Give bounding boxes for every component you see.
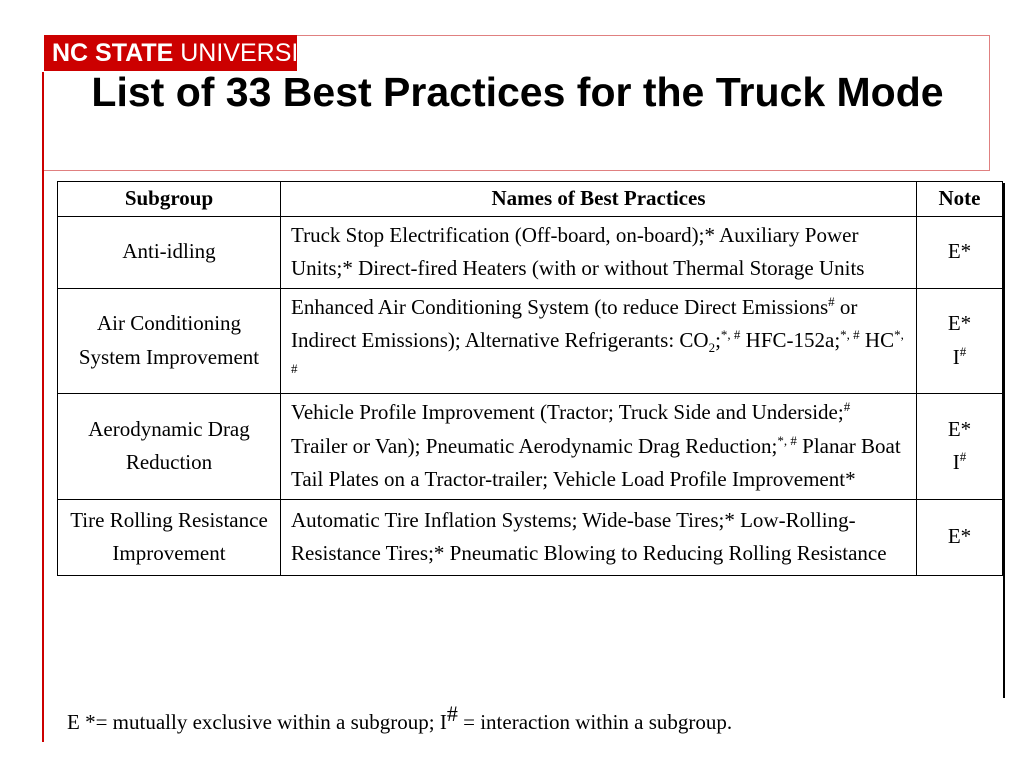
header-rule-bottom [44,170,990,171]
names-cell: Truck Stop Electrification (Off-board, on-board);* Auxiliary Power Units;* Direct-fired Heaters (with or without Thermal Storage Units [281,216,917,288]
note-cell: E* [917,216,1003,288]
header-names: Names of Best Practices [281,182,917,217]
footnote: E *= mutually exclusive within a subgroup; I# = interaction within a subgroup. [67,701,733,734]
header-note: Note [917,182,1003,217]
subgroup-cell: Anti-idling [58,216,281,288]
note-cell: E* I# [917,288,1003,394]
header-rule-top [297,35,990,36]
table-row [58,499,1003,575]
note-cell: E* [917,499,1003,575]
table-header-row [58,182,1003,217]
best-practices-table [57,181,1003,576]
subgroup-cell: Tire Rolling Resistance Improvement [58,499,281,575]
left-accent-rule [42,72,44,742]
nc-state-logo: NC STATE UNIVERSITY [44,35,297,71]
note-cell: E* I# [917,394,1003,500]
subgroup-cell: Aerodynamic Drag Reduction [58,394,281,500]
header-subgroup: Subgroup [58,182,281,217]
names-cell: Enhanced Air Conditioning System (to reduce Direct Emissions# or Indirect Emissions); Alternative Refrigerants: $CO_2;^{*, \#}$ HFC-152a;*, # HC*, # [281,288,917,394]
names-cell: Automatic Tire Inflation Systems; Wide-base Tires;* Low-Rolling-Resistance Tires;* Pneumatic Blowing to Reducing Rolling Resistance [281,499,917,575]
header-rule-right [989,35,990,171]
table-row [58,394,1003,500]
table-shadow-edge [1003,183,1005,698]
slide-title: List of 33 Best Practices for the Truck Mode [91,69,944,115]
names-cell: Vehicle Profile Improvement (Tractor; Truck Side and Underside;# Trailer or Van); Pneumatic Aerodynamic Drag Reduction;*, # Planar Boat Tail Plates on a Tractor-trailer; Vehicle Load Profile Improvement* [281,394,917,500]
subgroup-cell: Air Conditioning System Improvement [58,288,281,394]
table-row [58,216,1003,288]
table-row [58,288,1003,394]
